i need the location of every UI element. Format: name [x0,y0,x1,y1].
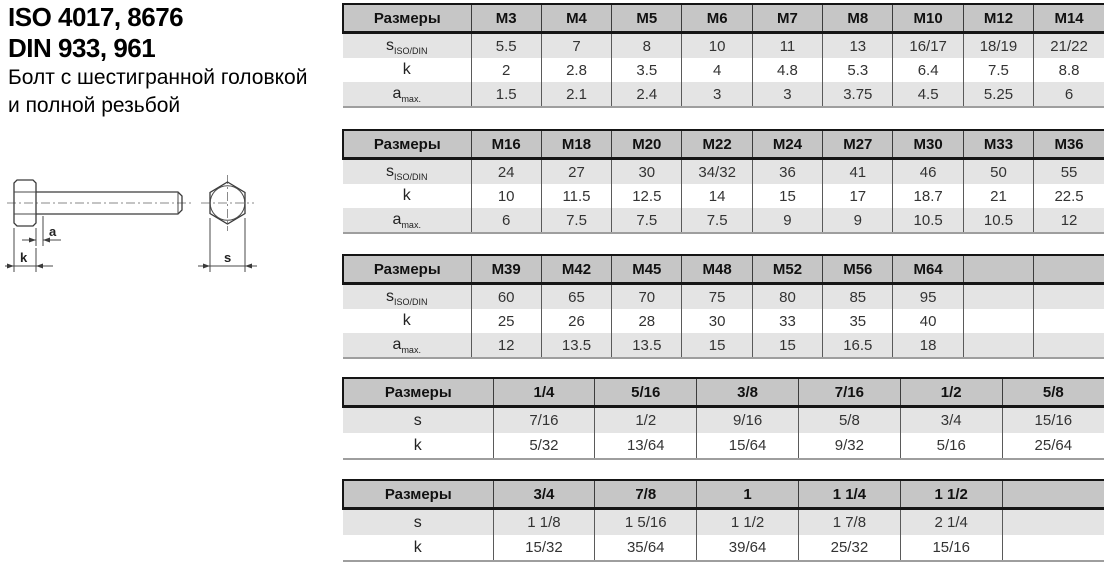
value-cell: 25/64 [1002,433,1104,459]
value-cell: 5.25 [963,82,1033,107]
value-cell: 7 [541,33,611,59]
table-row [343,535,1104,561]
table-row [343,159,1104,185]
title-block [8,2,338,120]
table-row [343,184,1104,208]
value-cell: 13/64 [595,433,697,459]
value-cell: 15/16 [900,535,1002,561]
table-header-row [343,480,1104,509]
table-row [343,407,1104,434]
value-cell: 6.4 [893,58,963,82]
column-header-cell: M20 [612,130,682,159]
column-header-cell: 5/8 [1002,378,1104,407]
value-cell [1002,535,1104,561]
value-cell: 5.5 [471,33,541,59]
value-cell: 13.5 [612,333,682,358]
table-row [343,433,1104,459]
column-header-cell: M10 [893,4,963,33]
value-cell: 85 [823,284,893,310]
table-row [343,309,1104,333]
table-row [343,284,1104,310]
value-cell: 46 [893,159,963,185]
value-cell: 26 [541,309,611,333]
row-label: k [343,433,493,459]
column-header-cell: M42 [541,255,611,284]
value-cell: 50 [963,159,1033,185]
value-cell: 12 [1034,208,1104,233]
column-header-cell: 7/8 [595,480,697,509]
row-label: $s_{ISO/DIN}$ [343,159,471,185]
value-cell: 65 [541,284,611,310]
value-cell: 11.5 [541,184,611,208]
product-description-line2: и полной резьбой [8,94,181,117]
column-header-cell: M16 [471,130,541,159]
column-header-cell: M52 [752,255,822,284]
column-header-cell: 7/16 [798,378,900,407]
value-cell: 13.5 [541,333,611,358]
column-header-cell: M56 [823,255,893,284]
value-cell: 9/32 [798,433,900,459]
table-row [343,208,1104,233]
value-cell: 2.8 [541,58,611,82]
value-cell: 30 [682,309,752,333]
value-cell: 7/16 [493,407,595,434]
table-row [343,33,1104,59]
value-cell: 17 [823,184,893,208]
dim-label-s: s [224,250,232,265]
dim-label-a: a [49,224,57,239]
value-cell: 39/64 [697,535,799,561]
value-cell: 2.4 [612,82,682,107]
row-label: $a_{max.}$ [343,208,471,233]
value-cell: 7.5 [682,208,752,233]
column-header-cell: M64 [893,255,963,284]
value-cell: 7.5 [963,58,1033,82]
value-cell [1002,509,1104,536]
value-cell: 7.5 [612,208,682,233]
value-cell: 1.5 [471,82,541,107]
value-cell: 1 5/16 [595,509,697,536]
product-description-line1: Болт с шестигранной головкой [8,66,308,89]
standard-title-iso: ISO 4017, 8676 [8,2,184,32]
value-cell: 2.1 [541,82,611,107]
column-header-cell: M27 [823,130,893,159]
column-header-cell: M7 [752,4,822,33]
bolt-technical-drawing [5,166,275,286]
row-label: k [343,309,471,333]
value-cell: 12 [471,333,541,358]
value-cell: 3/4 [900,407,1002,434]
row-label: k [343,58,471,82]
value-cell: 18.7 [893,184,963,208]
bolt-head-view [201,175,254,231]
table-title-cell: Размеры [343,255,471,284]
value-cell: 40 [893,309,963,333]
value-cell: 9 [823,208,893,233]
column-header-cell: M8 [823,4,893,33]
value-cell: 2 [471,58,541,82]
column-header-cell: 1 1/2 [900,480,1002,509]
value-cell: 10 [471,184,541,208]
column-header-cell: 1 1/4 [798,480,900,509]
value-cell: 9/16 [697,407,799,434]
value-cell: 21/22 [1034,33,1104,59]
value-cell: 34/32 [682,159,752,185]
value-cell: 3 [752,82,822,107]
table-row [343,509,1104,536]
value-cell: 15/16 [1002,407,1104,434]
value-cell: 1 1/8 [493,509,595,536]
value-cell: 10.5 [963,208,1033,233]
row-label: s [343,407,493,434]
table-header-row [343,378,1104,407]
value-cell: 1/2 [595,407,697,434]
value-cell: 55 [1034,159,1104,185]
value-cell: 41 [823,159,893,185]
value-cell: 36 [752,159,822,185]
column-header-cell: M33 [963,130,1033,159]
dimension-a [22,216,61,246]
column-header-cell: M36 [1034,130,1104,159]
table-title-cell: Размеры [343,4,471,33]
value-cell: 21 [963,184,1033,208]
value-cell: 16/17 [893,33,963,59]
value-cell: 10.5 [893,208,963,233]
table-header-row [343,4,1104,33]
value-cell: 5.3 [823,58,893,82]
dimension-table-inch-small [342,377,1104,460]
value-cell: 4 [682,58,752,82]
column-header-cell: 3/8 [697,378,799,407]
value-cell: 1 1/2 [697,509,799,536]
value-cell: 5/32 [493,433,595,459]
value-cell: 3.75 [823,82,893,107]
value-cell: 3.5 [612,58,682,82]
value-cell: 70 [612,284,682,310]
column-header-cell: M24 [752,130,822,159]
value-cell: 27 [541,159,611,185]
value-cell: 15/32 [493,535,595,561]
value-cell: 22.5 [1034,184,1104,208]
value-cell: 7.5 [541,208,611,233]
table-row [343,58,1104,82]
value-cell: 10 [682,33,752,59]
value-cell: 35/64 [595,535,697,561]
column-header-cell: 5/16 [595,378,697,407]
value-cell [963,333,1033,358]
table-title-cell: Размеры [343,378,493,407]
column-header-cell: 1/2 [900,378,1002,407]
value-cell: 5/16 [900,433,1002,459]
column-header-cell: M5 [612,4,682,33]
column-header-cell: 1/4 [493,378,595,407]
value-cell: 13 [823,33,893,59]
value-cell [1034,333,1104,358]
value-cell: 33 [752,309,822,333]
value-cell: 8.8 [1034,58,1104,82]
dim-label-k: k [20,250,28,265]
column-header-cell: 1 [697,480,799,509]
table-header-row [343,130,1104,159]
dimension-table-metric-m16-m36 [342,129,1104,234]
table-row [343,82,1104,107]
value-cell: 12.5 [612,184,682,208]
dimension-k [5,228,53,272]
column-header-cell: M14 [1034,4,1104,33]
row-label: $a_{max.}$ [343,82,471,107]
value-cell: 25 [471,309,541,333]
value-cell: 4.8 [752,58,822,82]
table-row [343,333,1104,358]
value-cell: 16.5 [823,333,893,358]
value-cell [1034,284,1104,310]
value-cell: 15 [682,333,752,358]
value-cell: 3 [682,82,752,107]
column-header-cell: M3 [471,4,541,33]
value-cell: 35 [823,309,893,333]
value-cell [963,309,1033,333]
dimension-table-metric-m3-m14 [342,3,1104,108]
dimension-table-inch-large [342,479,1104,562]
value-cell: 28 [612,309,682,333]
column-header-cell: M22 [682,130,752,159]
standard-title-din: DIN 933, 961 [8,33,156,63]
value-cell [1034,309,1104,333]
column-header-cell: M18 [541,130,611,159]
value-cell: 24 [471,159,541,185]
value-cell: 75 [682,284,752,310]
value-cell: 2 1/4 [900,509,1002,536]
column-header-cell: M45 [612,255,682,284]
dimension-table-metric-m39-m64 [342,254,1104,359]
row-label: k [343,184,471,208]
value-cell: 18 [893,333,963,358]
value-cell: 80 [752,284,822,310]
value-cell: 5/8 [798,407,900,434]
value-cell: 30 [612,159,682,185]
value-cell: 11 [752,33,822,59]
value-cell: 6 [1034,82,1104,107]
row-label: $a_{max.}$ [343,333,471,358]
value-cell [963,284,1033,310]
value-cell: 15 [752,184,822,208]
row-label: k [343,535,493,561]
column-header-cell [963,255,1033,284]
value-cell: 25/32 [798,535,900,561]
row-label: $s_{ISO/DIN}$ [343,33,471,59]
value-cell: 60 [471,284,541,310]
table-title-cell: Размеры [343,130,471,159]
value-cell: 15/64 [697,433,799,459]
value-cell: 14 [682,184,752,208]
column-header-cell: M6 [682,4,752,33]
value-cell: 8 [612,33,682,59]
value-cell: 15 [752,333,822,358]
value-cell: 4.5 [893,82,963,107]
column-header-cell [1002,480,1104,509]
value-cell: 9 [752,208,822,233]
column-header-cell: M4 [541,4,611,33]
column-header-cell: 3/4 [493,480,595,509]
column-header-cell: M48 [682,255,752,284]
column-header-cell: M12 [963,4,1033,33]
table-header-row [343,255,1104,284]
row-label: $s_{ISO/DIN}$ [343,284,471,310]
table-title-cell: Размеры [343,480,493,509]
value-cell: 18/19 [963,33,1033,59]
column-header-cell [1034,255,1104,284]
column-header-cell: M39 [471,255,541,284]
value-cell: 6 [471,208,541,233]
value-cell: 1 7/8 [798,509,900,536]
row-label: s [343,509,493,536]
column-header-cell: M30 [893,130,963,159]
value-cell: 95 [893,284,963,310]
